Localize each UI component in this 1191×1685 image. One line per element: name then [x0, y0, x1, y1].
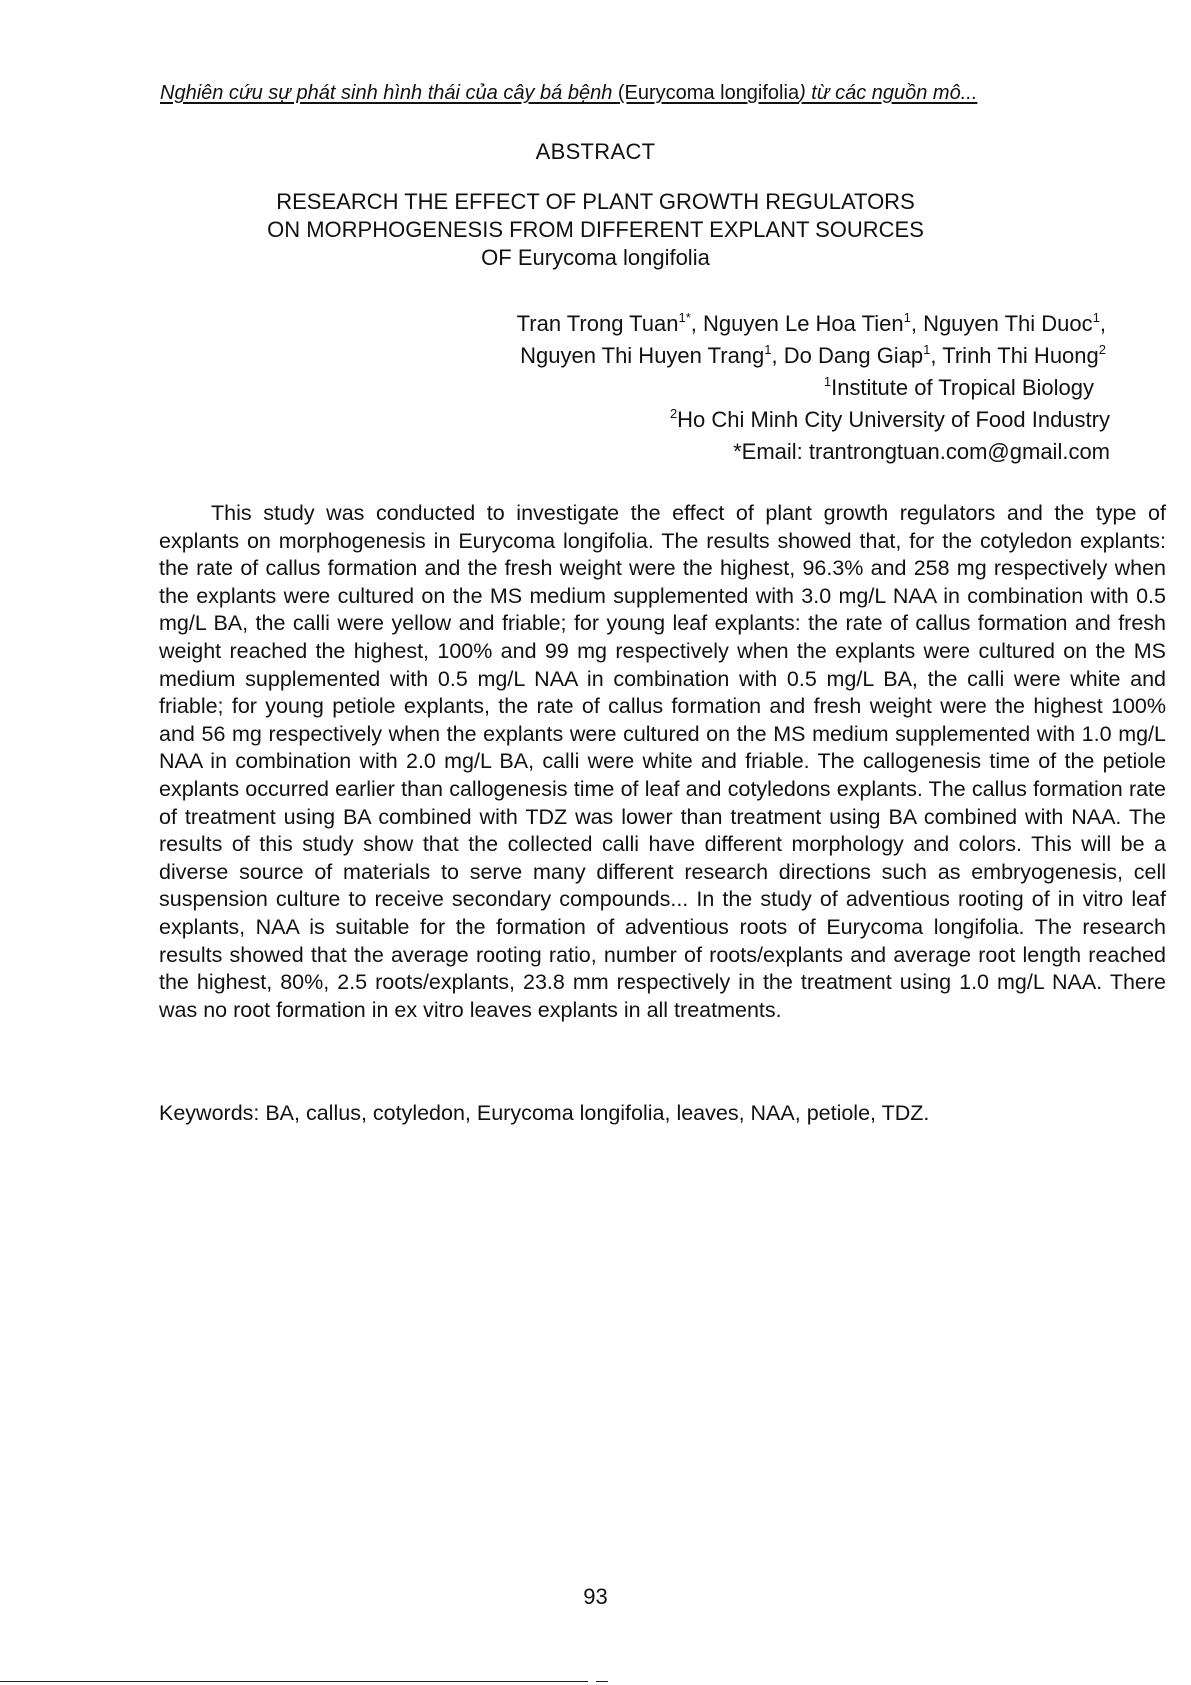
paper-title-line: OF Eurycoma longifolia	[481, 245, 710, 270]
keywords: Keywords: BA, callus, cotyledon, Eurycoma longifolia, leaves, NAA, petiole, TDZ.	[159, 1101, 930, 1125]
affiliation	[517, 404, 1110, 436]
affiliation-name: Institute of Tropical Biology	[831, 375, 1094, 400]
page-number: 93	[583, 1584, 608, 1609]
running-header-species: (Eurycoma longifolia	[617, 82, 800, 104]
author-affiliation-mark: 1*	[678, 310, 691, 325]
paper-title-line: RESEARCH THE EFFECT OF PLANT GROWTH REGULATORS	[276, 189, 915, 214]
footer-rule-tail	[596, 1681, 608, 1682]
author-affiliation-mark: 1	[923, 342, 931, 357]
affiliation-mark: 1	[823, 374, 832, 389]
running-header-vietnamese-title-end: ) từ các nguồn mô...	[799, 82, 978, 104]
author-line: Tran Trong Tuan$^{1*}$, Nguyen Le Hoa Tien$^1$, Nguyen Thi Duoc$^1$,	[516, 310, 1106, 336]
author-affiliation-mark: 2	[1098, 342, 1106, 357]
paper-title-line: ON MORPHOGENESIS FROM DIFFERENT EXPLANT SOURCES	[267, 217, 924, 242]
author-name: Tran Trong Tuan	[516, 311, 679, 336]
affiliation-name: Ho Chi Minh City University of Food Industry	[677, 407, 1110, 432]
author-name: Nguyen Le Hoa Tien	[703, 311, 904, 336]
authors-block	[516, 308, 1110, 468]
running-header-vietnamese-title: Nghiên cứu sự phát sinh hình thái của cây bá bệnh	[160, 82, 618, 104]
author-affiliation-mark: 1	[1092, 310, 1100, 325]
affiliation-mark: 2	[669, 406, 678, 421]
author-name: Trinh Thi Huong	[942, 343, 1099, 368]
running-header	[160, 80, 1060, 106]
paper-title	[0, 188, 1191, 272]
author-line: Nguyen Thi Huyen Trang$^1$, Do Dang Giap$^1$, Trinh Thi Huong$^2$	[520, 342, 1106, 368]
footer-rule	[0, 1681, 588, 1682]
corresponding-email: *Email: trantrongtuan.com@gmail.com	[733, 439, 1110, 464]
abstract-body: This study was conducted to investigate the effect of plant growth regulators and the type of explants on morphogenesis in Eurycoma longifolia. The results showed that, for the cotyledon explants: the rate of callus formation and the fresh weight were the highest, 96.3% and 258 mg respectively when the explants were cultured on the MS medium supplemented with 3.0 mg/L NAA in combination with 0.5 mg/L BA, the calli were yellow and friable; for young leaf explants: the rate of callus formation and fresh weight reached the highest, 100% and 99 mg respectively when the explants were cultured on the MS medium supplemented with 0.5 mg/L NAA in combination with 0.5 mg/L BA, the calli were white and friable; for young petiole explants, the rate of callus formation and fresh weight were the highest 100% and 56 mg respectively when the explants were cultured on the MS medium supplemented with 1.0 mg/L NAA in combination with 2.0 mg/L BA, calli were white and friable. The callogenesis time of the petiole explants occurred earlier than callogenesis time of leaf and cotyledons explants. The callus formation rate of treatment using BA combined with TDZ was lower than treatment using BA combined with NAA. The results of this study show that the collected calli have different morphology and colors. This will be a diverse source of materials to serve many different research directions such as embryogenesis, cell suspension culture to receive secondary compounds... In the study of adventious rooting of in vitro leaf explants, NAA is suitable for the formation of adventious roots of Eurycoma longifolia. The research results showed that the average rooting ratio, number of roots/explants and average root length reached the highest, 80%, 2.5 roots/explants, 23.8 mm respectively in the treatment using 1.0 mg/L NAA. There was no root formation in ex vitro leaves explants in all treatments.	[159, 501, 1166, 1022]
author-affiliation-mark: 1	[903, 310, 911, 325]
author-name: Nguyen Thi Duoc	[923, 311, 1093, 336]
affiliation	[517, 372, 1094, 404]
author-affiliation-mark: 1	[764, 342, 772, 357]
author-name: Nguyen Thi Huyen Trang	[520, 343, 765, 368]
author-name: Do Dang Giap	[783, 343, 924, 368]
abstract-heading: ABSTRACT	[535, 139, 656, 164]
